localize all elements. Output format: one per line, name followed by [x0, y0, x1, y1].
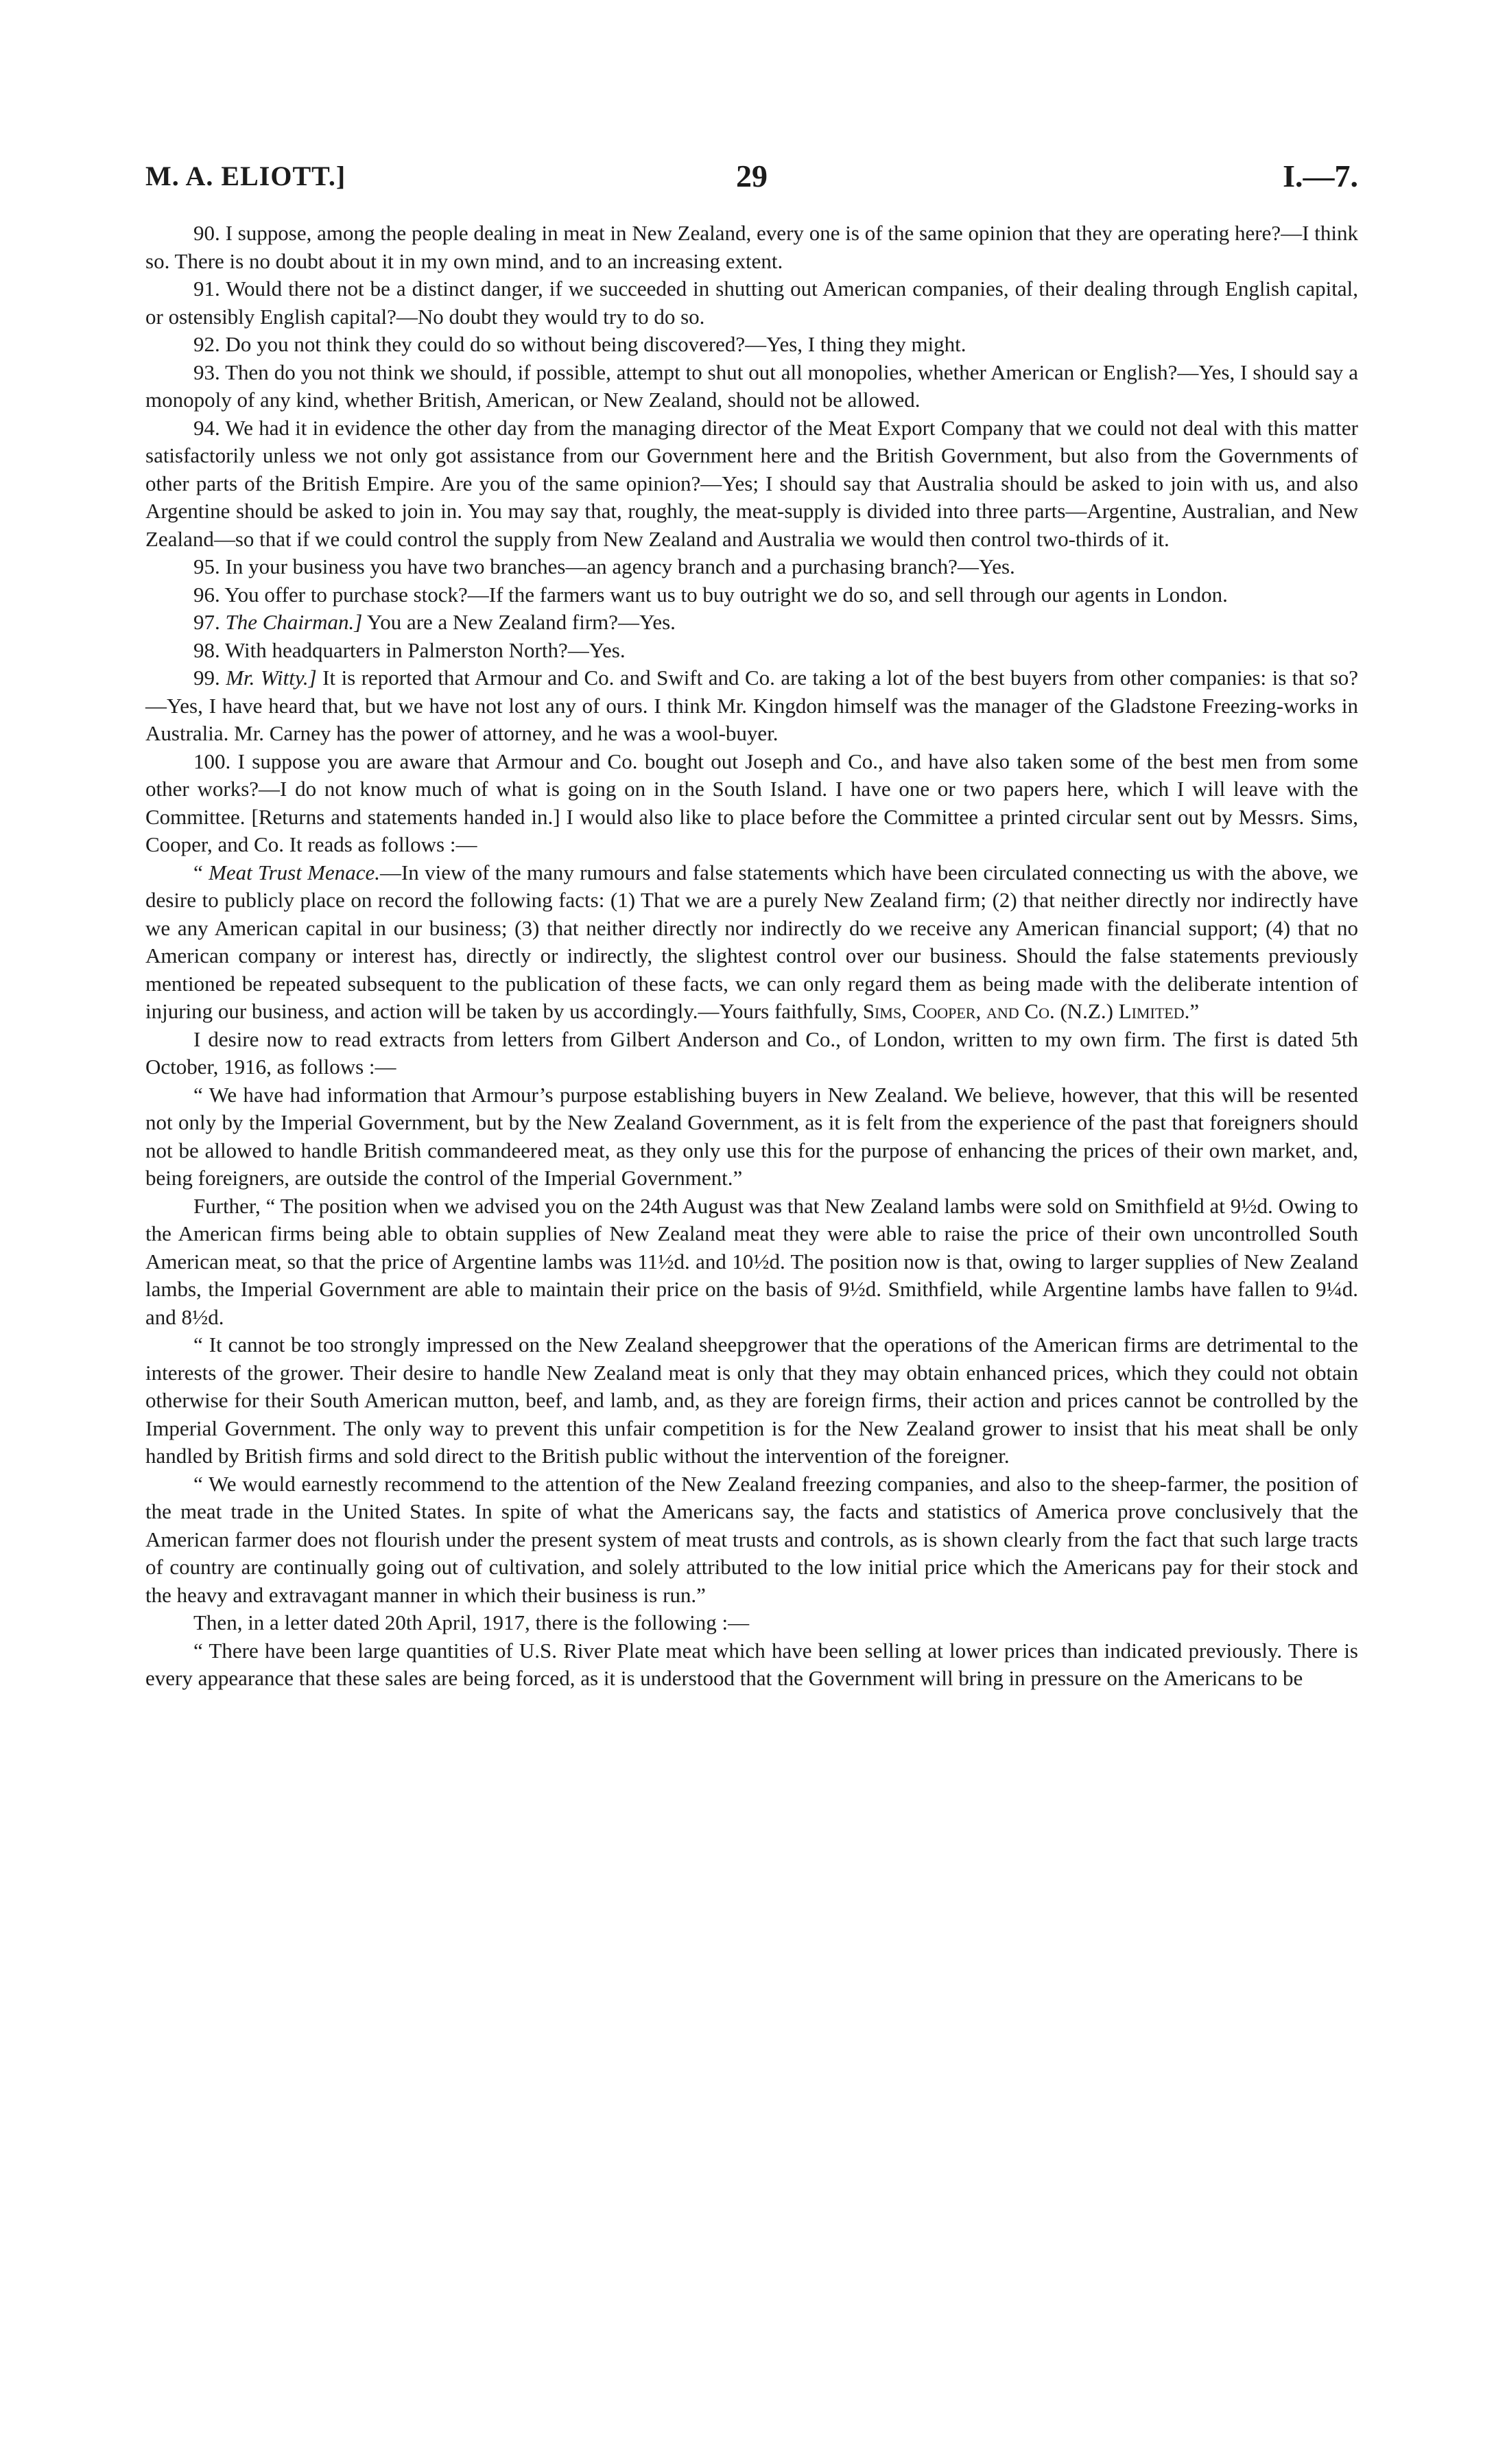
speaker-label: The Chairman.] [225, 610, 363, 634]
letter-quote-3: “ It cannot be too strongly impressed on the New Zealand sheepgrower that the operations of the American firms are detrimental to the interests of the grower. Their desire to handle New Zealand meat is only that they may obtain enhanced prices, which they could not obtain otherwise for their South American mutton, beef, and lamb, and, as they are foreign firms, their action and prices cannot be controlled by the Imperial Government. The only way to prevent this unfair competition is for the New Zealand grower to insist that his meat shall be only handled by British firms and sold direct to the British public without the intervention of the foreigner. [145, 1333, 1358, 1468]
page-header [145, 152, 1358, 200]
question-98: 98. With headquarters in Palmerston North?—Yes. [193, 637, 626, 662]
question-96: 96. You offer to purchase stock?—If the farmers want us to buy outright we do so, and sell through our agents in London. [193, 582, 1228, 607]
circular-title: Meat Trust Menace. [209, 860, 380, 884]
circular-quote: “ Meat Trust Menace.—In view of the many rumours and false statements which have been circulated connecting us with the above, we desire to publicly place on record the following facts: (1) That we are a purely New Zealand firm; (2) that neither directly nor indirectly have we any American capital in our business; (3) that neither directly nor indirectly do we receive any American financial support; (4) that no American company or interest has, directly or indirectly, the slightest control over our business. Should the false statements previously mentioned be repeated subsequent to the publication of these facts, we can only regard them as being made with the deliberate intention of injuring our business, and action will be taken by us accordingly.—Yours faithfully, Sims, Cooper, and Co. (N.Z.) Limited.” [145, 860, 1358, 1023]
question-91: 91. Would there not be a distinct danger, if we succeeded in shutting out American companies, of their dealing through English capital, or ostensibly English capital?—No doubt they would try to do so. [145, 277, 1358, 329]
question-92: 92. Do you not think they could do so without being discovered?—Yes, I thing they might. [193, 332, 966, 356]
letter-quote-1917: “ There have been large quantities of U.S. River Plate meat which have been selling at lower prices than indicated previously. There is every appearance that these sales are being forced, as it is understood that the Government will bring in pressure on the Americans to be [145, 1638, 1358, 1690]
question-100: 100. I suppose you are aware that Armour and Co. bought out Joseph and Co., and have also taken some of the best men from some other works?—I do not know much of what is going on in the South Island. I have one or two papers here, which I will leave with the Committee. [Returns and statements handed in.] I would also like to place before the Committee a printed circular sent out by Messrs. Sims, Cooper, and Co. It reads as follows :— [145, 749, 1358, 856]
question-93: 93. Then do you not think we should, if possible, attempt to shut out all monopolies, whether American or English?—Yes, I should say a monopoly of any kind, whether British, American, or New Zealand, should not be allowed. [145, 360, 1358, 412]
header-witness-name: M. A. ELIOTT.] [145, 161, 346, 191]
question-99: 99. Mr. Witty.] It is reported that Armour and Co. and Swift and Co. are taking a lot of the best buyers from other companies: is that so?—Yes, I have heard that, but we have not lost any of ours. I think Mr. Kingdon himself was the manager of the Gladstone Freezing-works in Australia. Mr. Carney has the power of attorney, and he was a wool-buyer. [145, 666, 1359, 745]
letter-quote-4: “ We would earnestly recommend to the attention of the New Zealand freezing companies, and also to the sheep-farmer, the position of the meat trade in the United States. In spite of what the Americans say, the facts and statistics of America prove conclusively that the American farmer does not flourish under the present system of meat trusts and controls, as is shown clearly from the fact that such large tracts of country are continually going out of cultivation, and solely attributed to the low initial price which the Americans pay for their stock and the heavy and extravagant manner in which their business is run.” [145, 1471, 1358, 1607]
question-90: 90. I suppose, among the people dealing in meat in New Zealand, every one is of the same opinion that they are operating here?—I think so. There is no doubt about it in my own mind, and to an increasing extent. [145, 221, 1358, 273]
page-number: 29 [736, 159, 768, 193]
question-94: 94. We had it in evidence the other day from the managing director of the Meat Export Company that we could not deal with this matter satisfactorily unless we not only got assistance from our Government here and the British Government, but also from the Governments of other parts of the British Empire. Are you of the same opinion?—Yes; I should say that Australia should be asked to join with us, and also Argentine should be asked to join in. You may say that, roughly, the meat-supply is divided into three parts—Argentine, Australian, and New Zealand—so that if we could control the supply from New Zealand and Australia we would then control two-thirds of it. [145, 415, 1358, 551]
letter-quote-2: Further, “ The position when we advised you on the 24th August was that New Zealand lambs were sold on Smithfield at 9½d. Owing to the American firms being able to obtain supplies of New Zealand meat they were able to raise the price of their own uncontrolled South American meat, so that the price of Argentine lambs was 11½d. and 10½d. The position now is that, owing to larger supplies of New Zealand lambs, the Imperial Government are able to maintain their price on the basis of 9½d. Smithfield, while Argentine lambs have fallen to 9¼d. and 8½d. [145, 1193, 1358, 1329]
speaker-label: Mr. Witty.] [226, 666, 317, 690]
letter-quote-1: “ We have had information that Armour’s purpose establishing buyers in New Zealand. We believe, however, that this will be resented not only by the Imperial Government, but by the New Zealand Government, as it is felt from the experience of the past that foreigners should not be allowed to handle British commandeered meat, as they only use this for the purpose of enhancing the prices of their own market, and, being foreigners, are outside the control of the Imperial Government.” [145, 1082, 1358, 1190]
letter-intro-1917: Then, in a letter dated 20th April, 1917, there is the following :— [193, 1610, 750, 1634]
circular-signature: Sims, Cooper, and Co. (N.Z.) Limited. [862, 999, 1190, 1023]
question-97: 97. The Chairman.] You are a New Zealand firm?—Yes. [193, 610, 676, 634]
question-95: 95. In your business you have two branches—an agency branch and a purchasing branch?—Yes. [193, 554, 1015, 578]
document-reference: I.—7. [1283, 159, 1358, 193]
document-body [145, 220, 1358, 1693]
letters-intro: I desire now to read extracts from letters from Gilbert Anderson and Co., of London, written to my own firm. The first is dated 5th October, 1916, as follows :— [145, 1026, 1358, 1079]
